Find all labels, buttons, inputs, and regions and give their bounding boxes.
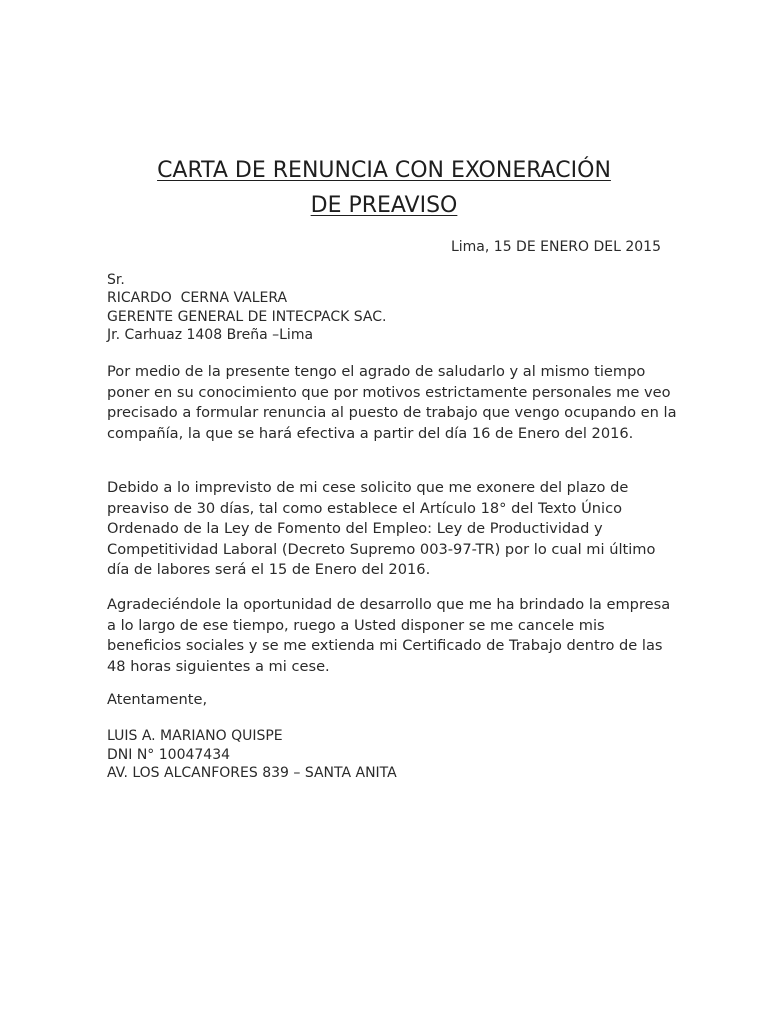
- letter-title: [100, 153, 668, 223]
- paragraph-intro: Por medio de la presente tengo el agrado de saludarlo y al mismo tiempo poner en su conocimiento que por motivos estrictamente personales me veo precisado a formular renuncia al puesto de trabajo que vengo ocupando en la compañía, la que se hará efectiva a partir del día 16 de Enero del 2016.: [107, 363, 677, 442]
- recipient-block: [107, 271, 677, 344]
- paragraph-request: Agradeciéndole la oportunidad de desarrollo que me ha brindado la empresa a lo largo de ese tiempo, ruego a Usted disponer se me cancele mis beneficios sociales y se me extienda mi Certificado de Trabajo dentro de las 48 horas siguientes a mi cese.: [107, 596, 671, 675]
- paragraph-reason: Debido a lo imprevisto de mi cese solicito que me exonere del plazo de preaviso de 30 días, tal como establece el Artículo 18° del Texto Único Ordenado de la Ley de Fomento del Empleo: Ley de Productividad y Competitividad Laboral (Decreto Supremo 003-97-TR) por lo cual mi último día de labores será el 15 de Enero del 2016.: [107, 479, 656, 578]
- closing: Atentamente,: [107, 691, 208, 708]
- signature-address: AV. LOS ALCANFORES 839 – SANTA ANITA: [107, 765, 397, 781]
- recipient-name: RICARDO CERNA VALERA: [107, 290, 288, 307]
- recipient-address: Jr. Carhuaz 1408 Breña –Lima: [107, 326, 314, 343]
- recipient-position: GERENTE GENERAL DE INTECPACK SAC.: [107, 308, 387, 325]
- letter-date: Lima, 15 DE ENERO DEL 2015: [450, 239, 661, 255]
- signature-block: [107, 727, 677, 783]
- title-line-1: CARTA DE RENUNCIA CON EXONERACIÓN: [157, 158, 611, 183]
- recipient-salutation: Sr.: [107, 272, 125, 288]
- signature-dni: DNI N° 10047434: [107, 746, 231, 763]
- signature-name: LUIS A. MARIANO QUISPE: [107, 728, 283, 744]
- title-line-2: DE PREAVISO: [310, 193, 458, 218]
